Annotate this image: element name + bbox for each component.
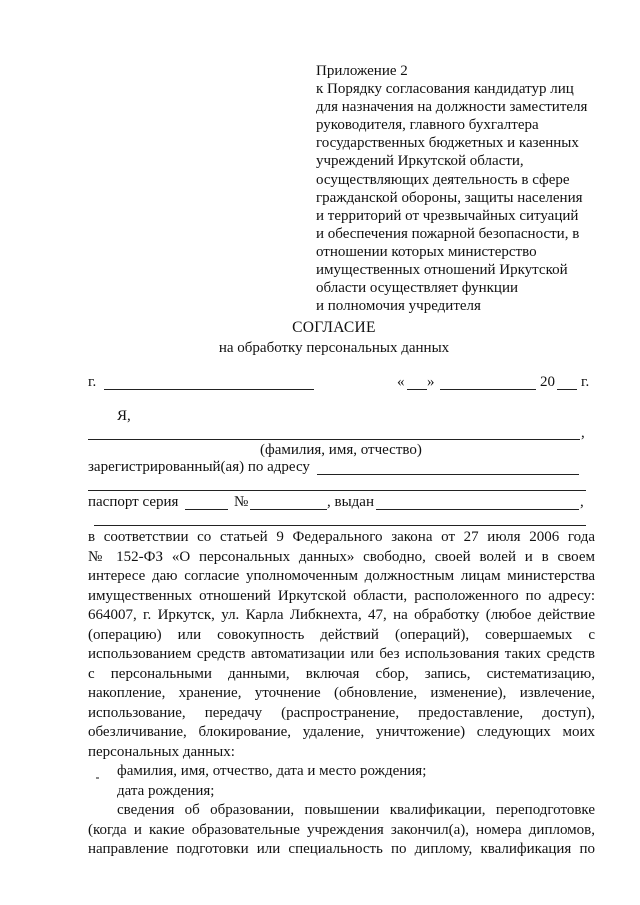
appendix-line: имущественных отношений Иркутской bbox=[316, 262, 568, 279]
address-field[interactable] bbox=[317, 474, 579, 475]
list-item: фамилия, имя, отчество, дата и место рождения; bbox=[117, 763, 427, 779]
city-prefix: г. bbox=[88, 374, 97, 390]
quote-close: » bbox=[427, 374, 435, 390]
quote-open: « bbox=[397, 374, 405, 390]
appendix-line: осуществляющих деятельность в сфере bbox=[316, 171, 570, 188]
year-prefix: 20 bbox=[540, 374, 555, 390]
passport-label: паспорт серия bbox=[88, 494, 179, 510]
year-suffix: г. bbox=[581, 374, 590, 390]
registered-label: зарегистрированный(ая) по адресу bbox=[88, 459, 310, 475]
body-line: обезличивание, блокирование, удаление, уничтожение) следующих моих bbox=[88, 724, 595, 740]
document-title bbox=[0, 318, 640, 358]
body-line: (когда и какие образовательные учреждения закончил(а), номера дипломов, bbox=[88, 821, 595, 838]
i-label: Я, bbox=[117, 408, 131, 424]
passport-series-field[interactable] bbox=[185, 509, 228, 510]
title-subtitle: на обработку персональных данных bbox=[218, 340, 450, 356]
day-field[interactable] bbox=[407, 389, 427, 390]
body-line: использованием средств автоматизации или без использования таких средств bbox=[88, 646, 595, 662]
body-line: направление подготовки или специальность по диплому, квалификация по bbox=[88, 841, 595, 857]
title-main: СОГЛАСИЕ bbox=[292, 319, 376, 336]
body-line: с персональными данными, включая сбор, запись, систематизацию, bbox=[88, 665, 595, 682]
appendix-line: для назначения на должности заместителя bbox=[316, 99, 588, 116]
body-line: использование, передачу (распространение, предоставление, доступ), bbox=[88, 704, 595, 721]
appendix-line: отношении которых министерство bbox=[316, 243, 537, 260]
appendix-line: руководителя, главного бухгалтера bbox=[316, 117, 539, 134]
issued-by-field-line-2[interactable] bbox=[94, 525, 586, 526]
list-item: сведения об образовании, повышении квалификации, переподготовке bbox=[117, 802, 595, 818]
fio-caption: (фамилия, имя, отчество) bbox=[260, 442, 422, 458]
appendix-line: государственных бюджетных и казенных bbox=[316, 135, 579, 152]
year-field[interactable] bbox=[557, 389, 577, 390]
address-field-line-2[interactable] bbox=[88, 490, 586, 491]
body-line: в соответствии со статьей 9 Федерального закона от 27 июля 2006 года bbox=[88, 529, 595, 545]
list-item: дата рождения; bbox=[117, 782, 215, 799]
body-line: (операцию) или совокупность действий (операций), совершаемых с bbox=[88, 626, 595, 643]
body-line: интересе даю согласие уполномоченным должностным лицам министерства bbox=[88, 568, 595, 584]
fio-comma: , bbox=[581, 425, 585, 441]
issued-label: , выдан bbox=[327, 494, 374, 510]
month-field[interactable] bbox=[440, 389, 536, 390]
appendix-line: гражданской обороны, защиты населения bbox=[316, 189, 583, 206]
body-line: накопление, хранение, уточнение (обновление, изменение), извлечение, bbox=[88, 685, 595, 701]
body-line: имущественных отношений Иркутской области, расположенного по адресу: bbox=[88, 587, 595, 604]
appendix-header bbox=[316, 62, 616, 315]
appendix-line: и обеспечения пожарной безопасности, в bbox=[316, 225, 580, 242]
appendix-line: к Порядку согласования кандидатур лиц bbox=[316, 81, 574, 98]
city-field[interactable] bbox=[104, 389, 314, 390]
issued-by-field[interactable] bbox=[376, 509, 579, 510]
trailing-comma: , bbox=[580, 494, 584, 510]
appendix-line: Приложение 2 bbox=[316, 63, 408, 79]
appendix-line: и полномочия учредителя bbox=[316, 298, 481, 315]
body-line: персональных данных: bbox=[88, 743, 235, 760]
appendix-line: учреждений Иркутской области, bbox=[316, 153, 524, 170]
fio-field[interactable] bbox=[88, 439, 580, 440]
appendix-line: области осуществляет функции bbox=[316, 280, 518, 297]
consent-body bbox=[88, 528, 595, 860]
body-line: 664007, г. Иркутск, ул. Карла Либкнехта, 47, на обработку (любое действие bbox=[88, 607, 595, 623]
scan-speck bbox=[96, 777, 99, 779]
appendix-line: и территорий от чрезвычайных ситуаций bbox=[316, 207, 579, 224]
passport-number-field[interactable] bbox=[250, 509, 327, 510]
number-label: № bbox=[234, 494, 249, 510]
body-line: № 152-ФЗ «О персональных данных» свободно, своей волей и в своем bbox=[88, 548, 595, 565]
